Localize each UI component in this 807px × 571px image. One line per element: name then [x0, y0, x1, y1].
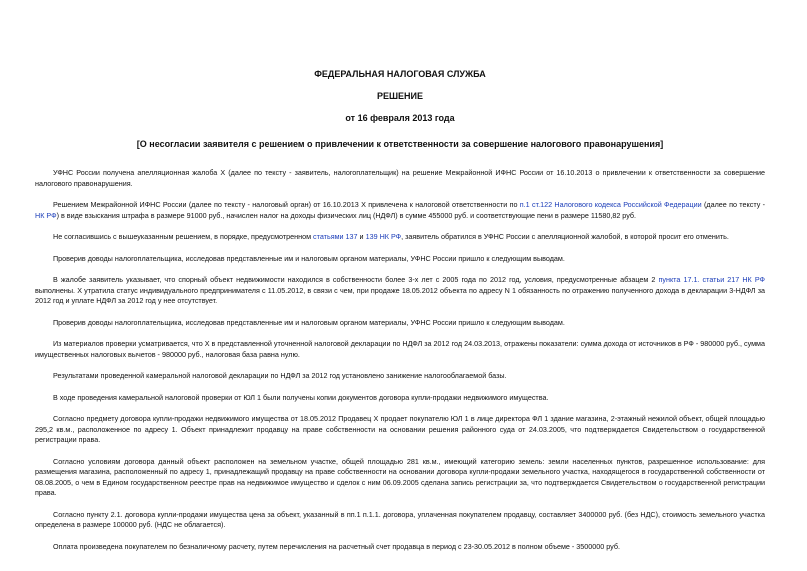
body-paragraph — [35, 371, 765, 382]
body-paragraph — [35, 414, 765, 446]
body-paragraph — [35, 457, 765, 499]
agency-heading: ФЕДЕРАЛЬНАЯ НАЛОГОВАЯ СЛУЖБА — [314, 69, 486, 79]
legal-reference-link[interactable]: статьями 137 — [313, 232, 358, 241]
body-paragraph — [35, 232, 765, 243]
paragraph-text: В жалобе заявитель указывает, что спорный объект недвижимости находился в собственности более 3-х лет с 2005 года по 2012 год, условия, предусмотренные абзацем 2 — [53, 275, 659, 284]
body-paragraph — [35, 542, 765, 553]
legal-reference-link[interactable]: НК РФ — [35, 210, 57, 220]
paragraph-text: ) в виде взыскания штрафа в размере 91000 руб., начислен налог на доходы физических лиц (НДФЛ) в сумме 455000 руб. и соответствующие пени в размере 11580,82 руб. — [56, 210, 637, 220]
document-date: от 16 февраля 2013 года — [345, 113, 455, 123]
body-paragraph — [35, 275, 765, 307]
paragraph-text: УФНС России получена апелляционная жалоба Х (далее по тексту - заявитель, налогоплательщик) на решение Межрайонной ИФНС России от 16.10.2013 о привлечении к ответственности за совершение налогового правонарушения. — [35, 168, 765, 188]
legal-reference-link[interactable]: 139 НК РФ — [365, 232, 402, 241]
paragraph-text: В ходе проведения камеральной налоговой проверки от ЮЛ 1 были получены копии документов договора купли-продажи недвижимого имущества. — [53, 392, 549, 402]
paragraph-text: (далее по тексту - — [701, 200, 766, 209]
body-paragraph — [35, 168, 765, 189]
document-subject: [О несогласии заявителя с решением о привлечении к ответственности за совершение налогового правонарушения] — [136, 139, 664, 149]
paragraph-text: Не согласившись с вышеуказанным решением, в порядке, предусмотренном — [53, 232, 314, 241]
paragraph-text: Из материалов проверки усматривается, что Х в представленной уточненной налоговой декларации по НДФЛ за 2012 год 24.03.2013, отражены показатели: сумма дохода от источников в РФ - 980000 руб., сумма имущественных налоговых вычетов - 980000 руб., налоговая база равна нулю. — [35, 339, 765, 359]
body-paragraph — [35, 510, 765, 531]
paragraph-text: Согласно предмету договора купли-продажи недвижимого имущества от 18.05.2012 Продавец Х продает покупателю ЮЛ 1 в лице директора ФЛ 1 здание магазина, 2-этажный нежилой объект, общей площадью 295,2 кв.м., расположенное по адресу 1. Объект принадлежит продавцу на праве собственности на основании решения районного суда от 24.03.2005, что подтверждается Свидетельством о государственной регистрации права. — [35, 414, 765, 444]
legal-reference-link[interactable]: п.1 ст.122 Налогового кодекса Российской Федерации — [519, 200, 702, 209]
paragraph-text: Проверив доводы налогоплательщика, исследовав представленные им и налоговым органом материалы, УФНС России пришло к следующим выводам. — [53, 317, 565, 327]
body-paragraph — [35, 339, 765, 360]
paragraph-text: и — [357, 232, 366, 241]
body-paragraph — [35, 318, 765, 329]
paragraph-text: Результатами проведенной камеральной налоговой декларации по НДФЛ за 2012 год установлено занижение налогооблагаемой базы. — [53, 371, 507, 380]
paragraph-text: Согласно пункту 2.1. договора купли-продажи имущества цена за объект, указанный в пп.1 п.1.1. договора, уплаченная покупателем продавцу, составляет 3400000 руб. (без НДС), стоимость земельного участка определена в размере 100000 руб. (НДС не облагается). — [35, 509, 765, 529]
body-paragraph — [35, 254, 765, 265]
legal-reference-link[interactable]: пункта 17.1. статьи 217 НК РФ — [658, 275, 765, 284]
paragraph-text: Согласно условиям договора данный объект расположен на земельном участке, общей площадью 281 кв.м., имеющий категорию земель: земли населенных пунктов, разрешенное использование: для размещения магазина, расположенный по адресу 1, принадлежащий продавцу на праве собственности на основании договора купли-продажи земельного участка, находящегося в государственной собственности от 08.08.2005, о чем в Едином государственном реестре прав на недвижимое имущество и сделок с ним 06.09.2005 сделана запись регистрации за, что подтверждается Свидетельством о государственной регистрации права. — [35, 456, 765, 497]
body-paragraph — [35, 200, 765, 221]
document-type-heading: РЕШЕНИЕ — [376, 91, 424, 101]
paragraph-text: , заявитель обратился в УФНС России с апелляционной жалобой, в которой просит его отменить. — [401, 232, 729, 241]
paragraph-text: выполнены. Х утратила статус индивидуального предпринимателя с 11.05.2012, в связи с чем, при продаже 18.05.2012 объекта по адресу N 1 обязанность по отражению полученного дохода в декларации 3-НДФЛ за 2012 год и уплате НДФЛ за 2012 год у нее отсутствует. — [35, 285, 765, 305]
paragraph-text: Решением Межрайонной ИФНС России (далее по тексту - налоговый орган) от 16.10.2013 Х привлечена к налоговой ответственности по — [53, 200, 520, 209]
paragraph-text: Оплата произведена покупателем по безналичному расчету, путем перечисления на расчетный счет продавца в период с 23-30.05.2012 в полном объеме - 3500000 руб. — [53, 541, 620, 551]
paragraph-text: Проверив доводы налогоплательщика, исследовав представленные им и налоговым органом материалы, УФНС России пришло к следующим выводам. — [53, 253, 565, 263]
body-paragraph — [35, 393, 765, 404]
document-body — [35, 168, 765, 552]
